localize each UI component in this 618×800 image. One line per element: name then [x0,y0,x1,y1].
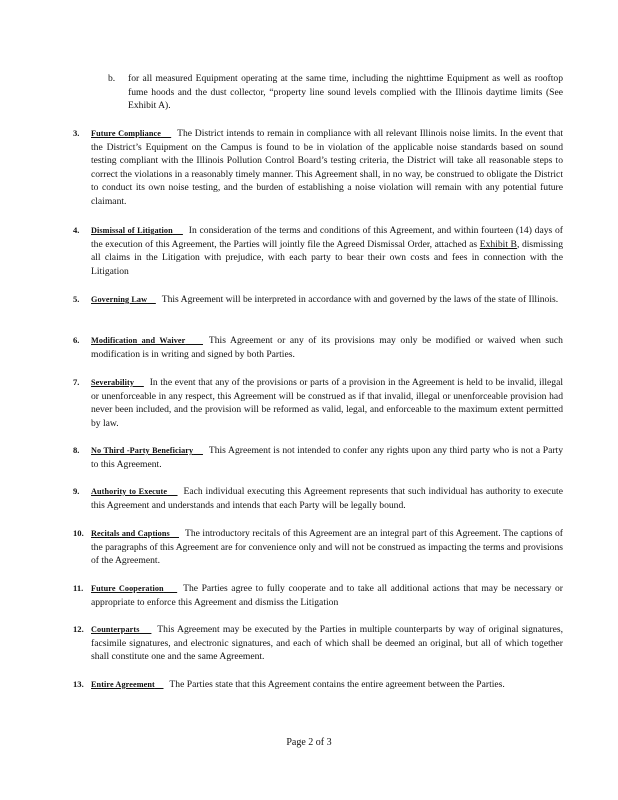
section-heading: Entire Agreement [91,680,155,689]
section-entire-agreement [73,678,563,692]
section-text: The District intends to remain in compliance with all relevant Illinois noise limits. In the event that the District’s Equipment on the Campus is found to be in violation of the applicable noise standards based on sound testing compliant with the Illinois Pollution Control Board’s testing criteria, the District will take all reasonable steps to correct the violations in a reasonably timely manner. This Agreement shall, in no way, be construed to obligate the District to conduct its own noise testing, and the burden of establishing a noise violation will remain with any potential future claimant. [91,128,563,207]
section-heading: Severability [91,378,135,387]
section-heading: Modification and Waiver [91,336,186,345]
section-number: 7. [73,377,80,387]
section-modification-and-waiver [73,334,563,361]
section-heading: Future Cooperation [91,584,164,593]
section-text: In the event that any of the provisions or parts of a provision in the Agreement is held to be invalid, illegal or unenforceable in any respect, this Agreement will be construed as if that invalid, illegal or unenforceable provision had never been included, and the provision will be reformed as valid, legal, and enforceable to the maximum extent permitted by law. [91,377,564,429]
section-governing-law [73,293,563,307]
section-heading: No Third -Party Beneficiary [91,446,194,455]
section-number: 11. [73,583,84,593]
section-number: 10. [73,528,84,538]
section-number: 3. [73,128,80,138]
section-heading: Governing Law [91,295,148,304]
section-number: 12. [73,624,84,634]
section-text: In consideration of the terms and conditions of this Agreement, and within fourteen (14) days of the execution of this Agreement, the Parties will jointly file the Agreed Dismissal Order, attached as [91,225,563,250]
section-text: Each individual executing this Agreement represents that such individual has authority to execute this Agreement and understands and intends that each Party will be legally bound. [91,486,563,511]
section-text: The Parties state that this Agreement contains the entire agreement between the Parties. [169,679,505,690]
section-heading: Recitals and Captions [91,529,170,538]
section-text: This Agreement will be interpreted in accordance with and governed by the laws of the state of Illinois. [161,294,559,305]
section-authority-to-execute [73,485,563,512]
section-heading: Dismissal of Litigation [91,226,173,235]
sub-item-marker: b. [108,73,116,84]
page-number: Page 2 of 3 [286,737,332,748]
sub-item-b [108,72,563,113]
section-text: This Agreement may be executed by the Parties in multiple counterparts by way of original signatures, facsimile signatures, and electronic signatures, and each of which shall be deemed an original, but all of which together shall constitute one and the same Agreement. [91,624,563,663]
section-number: 8. [73,445,80,455]
section-number: 6. [73,335,80,345]
section-recitals-and-captions [73,527,563,568]
section-number: 9. [73,486,80,496]
section-dismissal-of-litigation [73,224,563,278]
section-number: 13. [73,679,84,689]
section-heading: Future Compliance [91,129,161,138]
section-no-third-party-beneficiary [73,444,563,471]
section-text-continued: , dismissing all claims in the Litigation with prejudice, with each party to bear their own costs and fees in connection with the Litigation [91,238,563,277]
section-number: 5. [73,294,80,304]
section-severability [73,376,563,430]
sub-item-text: for all measured Equipment operating at the same time, including the nighttime Equipment as well as rooftop fume hoods and the dust collector, “property line sound levels complied with the Illinois daytime limits (See Exhibit A). [128,73,563,112]
section-text: The Parties agree to fully cooperate and to take all additional actions that may be necessary or appropriate to enforce this Agreement and dismiss the Litigation [91,583,563,608]
section-number: 4. [73,225,80,235]
section-heading: Authority to Execute [91,487,168,496]
section-heading: Counterparts [91,625,140,634]
section-future-compliance [73,127,563,209]
section-text: The introductory recitals of this Agreement are an integral part of this Agreement. The captions of the paragraphs of this Agreement are for convenience only and will not be construed as impacting the terms and provisions of the Agreement. [91,528,563,567]
section-text: This Agreement or any of its provisions may only be modified or waived when such modification is in writing and signed by both Parties. [91,335,563,360]
section-counterparts [73,623,563,664]
exhibit-b-link[interactable]: Exhibit B [479,238,517,250]
section-future-cooperation [73,582,563,609]
section-text: This Agreement is not intended to confer any rights upon any third party who is not a Party to this Agreement. [91,445,563,470]
